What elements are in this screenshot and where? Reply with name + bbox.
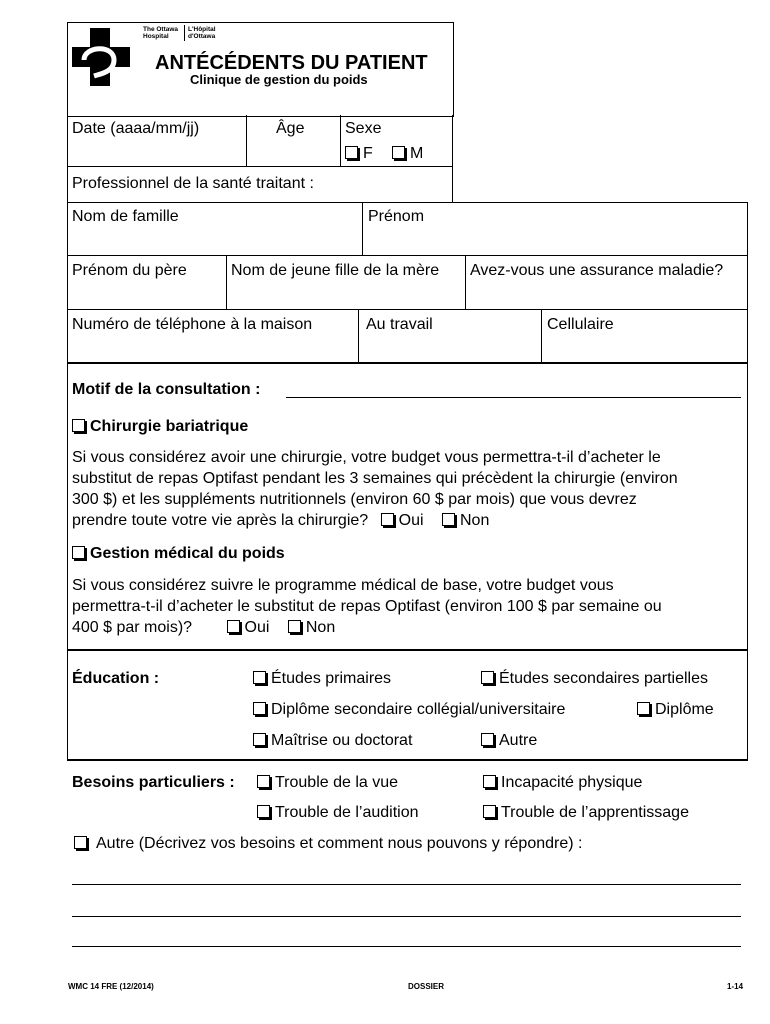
checkbox-icon[interactable] xyxy=(253,702,266,715)
form-subtitle: Clinique de gestion du poids xyxy=(190,72,368,87)
special-needs-label: Besoins particuliers : xyxy=(72,774,235,791)
need-learning[interactable]: Trouble de l’apprentissage xyxy=(483,805,689,821)
checkbox-icon[interactable] xyxy=(345,146,358,159)
checkbox-icon[interactable] xyxy=(392,146,405,159)
file-label: DOSSIER xyxy=(408,982,445,991)
medical-no[interactable]: Non xyxy=(288,619,335,636)
provider-field-label: Professionnel de la santé traitant : xyxy=(72,175,314,192)
needs-line-1[interactable] xyxy=(72,884,741,885)
form-code: WMC 14 FRE (12/2014) xyxy=(68,982,154,991)
bariatric-option[interactable]: Chirurgie bariatrique xyxy=(72,419,248,435)
bariatric-yes[interactable]: Oui xyxy=(381,512,424,529)
checkbox-icon[interactable] xyxy=(481,733,494,746)
page-number: 1-14 xyxy=(727,982,744,991)
checkbox-icon[interactable] xyxy=(442,513,455,526)
education-label: Éducation : xyxy=(72,670,160,687)
needs-line-3[interactable] xyxy=(72,946,741,947)
reason-line[interactable] xyxy=(286,397,741,398)
form-title: ANTÉCÉDENTS DU PATIENT xyxy=(155,52,428,74)
edu-other[interactable]: Autre xyxy=(481,733,537,749)
date-field-label: Date (aaaa/mm/jj) xyxy=(72,120,200,137)
edu-masters-phd[interactable]: Maîtrise ou doctorat xyxy=(253,733,412,749)
needs-line-2[interactable] xyxy=(72,916,741,917)
hospital-logo-icon xyxy=(70,26,132,88)
cell-phone-label: Cellulaire xyxy=(547,316,614,333)
checkbox-icon[interactable] xyxy=(74,836,87,849)
sex-field-label: Sexe xyxy=(345,120,382,137)
checkbox-icon[interactable] xyxy=(288,620,301,633)
edu-primary[interactable]: Études primaires xyxy=(253,671,391,687)
father-name-label: Prénom du père xyxy=(72,262,187,279)
insurance-question-label: Avez-vous une assurance maladie? xyxy=(470,262,724,279)
checkbox-icon[interactable] xyxy=(253,671,266,684)
first-name-label: Prénom xyxy=(368,208,425,225)
medical-question: Si vous considérez suivre le programme médical de base, votre budget vous permettra-t-il d’acheter le substitut de repas Optifast (environ 100 $ par semaine ou 400 $ par mois)? Oui Non xyxy=(72,577,662,636)
checkbox-icon[interactable] xyxy=(637,702,650,715)
home-phone-label: Numéro de téléphone à la maison xyxy=(72,316,313,333)
edu-diploma[interactable]: Diplôme xyxy=(637,702,714,718)
sex-option-m[interactable]: M xyxy=(392,146,423,162)
work-phone-label: Au travail xyxy=(366,316,433,333)
sex-option-f[interactable]: F xyxy=(345,146,373,162)
mother-maiden-name-label: Nom de jeune fille de la mère xyxy=(231,262,440,279)
checkbox-icon[interactable] xyxy=(257,775,270,788)
checkbox-icon[interactable] xyxy=(483,775,496,788)
checkbox-icon[interactable] xyxy=(253,733,266,746)
need-vision[interactable]: Trouble de la vue xyxy=(257,775,398,791)
bariatric-no[interactable]: Non xyxy=(442,512,489,529)
checkbox-icon[interactable] xyxy=(381,513,394,526)
last-name-label: Nom de famille xyxy=(72,208,179,225)
need-other[interactable]: Autre (Décrivez vos besoins et comment nous pouvons y répondre) : xyxy=(74,836,582,852)
bariatric-question: Si vous considérez avoir une chirurgie, votre budget vous permettra-t-il d’acheter le substitut de repas Optifast pendant les 3 semaines qui précèdent la chirurgie (environ 300 $) et les suppléments nutritionnels (environ 60 $ par mois) que vous devrez prendre toute votre vie après la chirurgie? Oui Non xyxy=(72,449,678,529)
edu-partial-secondary[interactable]: Études secondaires partielles xyxy=(481,671,708,687)
checkbox-icon[interactable] xyxy=(227,620,240,633)
reason-label: Motif de la consultation : xyxy=(72,381,261,398)
need-hearing[interactable]: Trouble de l’audition xyxy=(257,805,419,821)
checkbox-icon[interactable] xyxy=(481,671,494,684)
checkbox-icon[interactable] xyxy=(483,805,496,818)
checkbox-icon[interactable] xyxy=(257,805,270,818)
need-physical[interactable]: Incapacité physique xyxy=(483,775,642,791)
checkbox-icon[interactable] xyxy=(72,419,85,432)
medical-option[interactable]: Gestion médical du poids xyxy=(72,546,285,562)
age-field-label: Âge xyxy=(276,120,305,137)
checkbox-icon[interactable] xyxy=(72,546,85,559)
medical-yes[interactable]: Oui xyxy=(227,619,270,636)
edu-college-diploma[interactable]: Diplôme secondaire collégial/universitaire xyxy=(253,702,565,718)
